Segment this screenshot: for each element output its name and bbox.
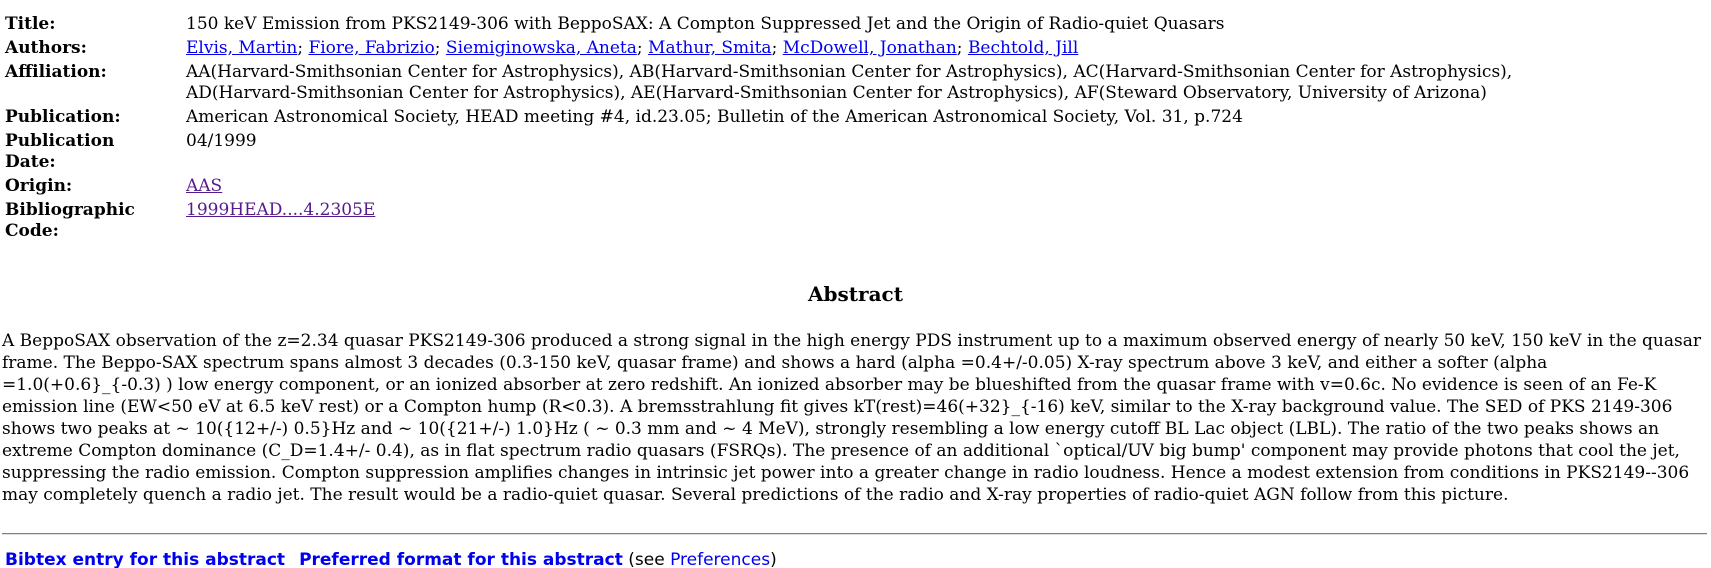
authors-label: Authors: xyxy=(5,38,87,58)
preferences-link[interactable]: Preferences xyxy=(670,550,771,568)
title-value: 150 keV Emission from PKS2149-306 with BeppoSAX: A Compton Suppressed Jet and the Origin of Radio-quiet Quasars xyxy=(186,14,1225,34)
authors-value xyxy=(186,38,1706,62)
origin-link[interactable]: AAS xyxy=(186,176,223,196)
affiliation-line: AA(Harvard-Smithsonian Center for Astrophysics), AB(Harvard-Smithsonian Center for Astrophysics), AC(Harvard-Smithsonian Center for Astrophysics), xyxy=(186,62,1513,82)
publication-value: American Astronomical Society, HEAD meeting #4, id.23.05; Bulletin of the American Astronomical Society, Vol. 31, p.724 xyxy=(186,107,1243,127)
author-link[interactable]: Siemiginowska, Aneta xyxy=(445,38,637,58)
metadata-table xyxy=(3,14,1706,245)
see-suffix: ) xyxy=(770,550,777,568)
pubdate-value: 04/1999 xyxy=(186,131,257,151)
publication-row xyxy=(3,107,1706,131)
affiliation-line: AD(Harvard-Smithsonian Center for Astrophysics), AE(Harvard-Smithsonian Center for Astrophysics), AF(Steward Observatory, University of Arizona) xyxy=(186,83,1487,103)
preferred-format-link[interactable]: Preferred format for this abstract xyxy=(299,550,623,568)
publication-label: Publication: xyxy=(5,107,121,127)
affiliation-label: Affiliation: xyxy=(5,62,107,82)
divider xyxy=(2,533,1707,535)
pubdate-label xyxy=(3,131,186,176)
author-link[interactable]: Fiore, Fabrizio xyxy=(308,38,435,58)
author-separator: ; xyxy=(297,38,309,58)
origin-row xyxy=(3,176,1706,200)
author-separator: ; xyxy=(434,38,446,58)
title-label: Title: xyxy=(5,14,56,34)
title-row xyxy=(3,14,1706,38)
origin-value xyxy=(186,176,1706,200)
bibcode-link[interactable]: 1999HEAD....4.2305E xyxy=(186,200,376,220)
pubdate-label-line: Date: xyxy=(5,152,56,172)
pubdate-label-line: Publication xyxy=(5,131,115,151)
affiliation-value xyxy=(186,62,1706,107)
affiliation-row xyxy=(3,62,1706,107)
abstract-body: A BeppoSAX observation of the z=2.34 quasar PKS2149-306 produced a strong signal in the high energy PDS instrument up to a maximum observed energy of nearly 50 keV, 150 keV in the quasar frame. The Beppo-SAX spectrum spans almost 3 decades (0.3-150 keV, quasar frame) and shows a hard (alpha =0.4+/-0.05) X-ray spectrum above 3 keV, and either a softer (alpha =1.0(+0.6}_{-0.3) ) low energy component, or an ionized absorber at zero redshift. An ionized absorber may be blueshifted from the quasar frame with v=0.6c. No evidence is seen of an Fe-K emission line (EW<50 eV at 6.5 keV rest) or a Compton hump (R<0.3). A bremsstrahlung fit gives kT(rest)=46(+32}_{-16) keV, similar to the X-ray background value. The SED of PKS 2149-306 shows two peaks at ~ 10({12+/-) 0.5}Hz and ~ 10({21+/-) 1.0}Hz ( ~ 0.3 mm and ~ 4 MeV), strongly resembling a low energy cutoff BL Lac object (LBL). The ratio of the two peaks shows an extreme Compton dominance (C_D=1.4+/- 0.4), as in flat spectrum radio quasars (FSRQs). The presence of an additional `optical/UV big bump' component may provide photons that cool the jet, suppressing the radio emission. Compton suppression amplifies changes in intrinsic jet power into a greater change in radio loudness. Hence a modest extension from conditions in PKS2149--306 may completely quench a radio jet. The result would be a radio-quiet quasar. Several predictions of the radio and X-ray properties of radio-quiet AGN follow from this picture. xyxy=(2,331,1701,505)
see-prefix: (see xyxy=(622,550,671,568)
bibcode-label-line: Code: xyxy=(5,221,59,241)
author-link[interactable]: Elvis, Martin xyxy=(186,38,298,58)
bibcode-label xyxy=(3,200,186,245)
footer-links xyxy=(5,549,777,568)
bibcode-label-line: Bibliographic xyxy=(5,200,135,220)
bibcode-row xyxy=(3,200,1706,245)
bibtex-link[interactable]: Bibtex entry for this abstract xyxy=(5,550,286,568)
abstract-heading: Abstract xyxy=(808,282,903,306)
author-link[interactable]: Mathur, Smita xyxy=(648,38,772,58)
origin-label: Origin: xyxy=(5,176,73,196)
author-link[interactable]: McDowell, Jonathan xyxy=(782,38,957,58)
author-separator: ; xyxy=(956,38,968,58)
authors-row xyxy=(3,38,1706,62)
pubdate-row xyxy=(3,131,1706,176)
author-link[interactable]: Bechtold, Jill xyxy=(967,38,1079,58)
author-separator: ; xyxy=(636,38,649,58)
bibcode-value xyxy=(186,200,1706,245)
author-separator: ; xyxy=(771,38,783,58)
